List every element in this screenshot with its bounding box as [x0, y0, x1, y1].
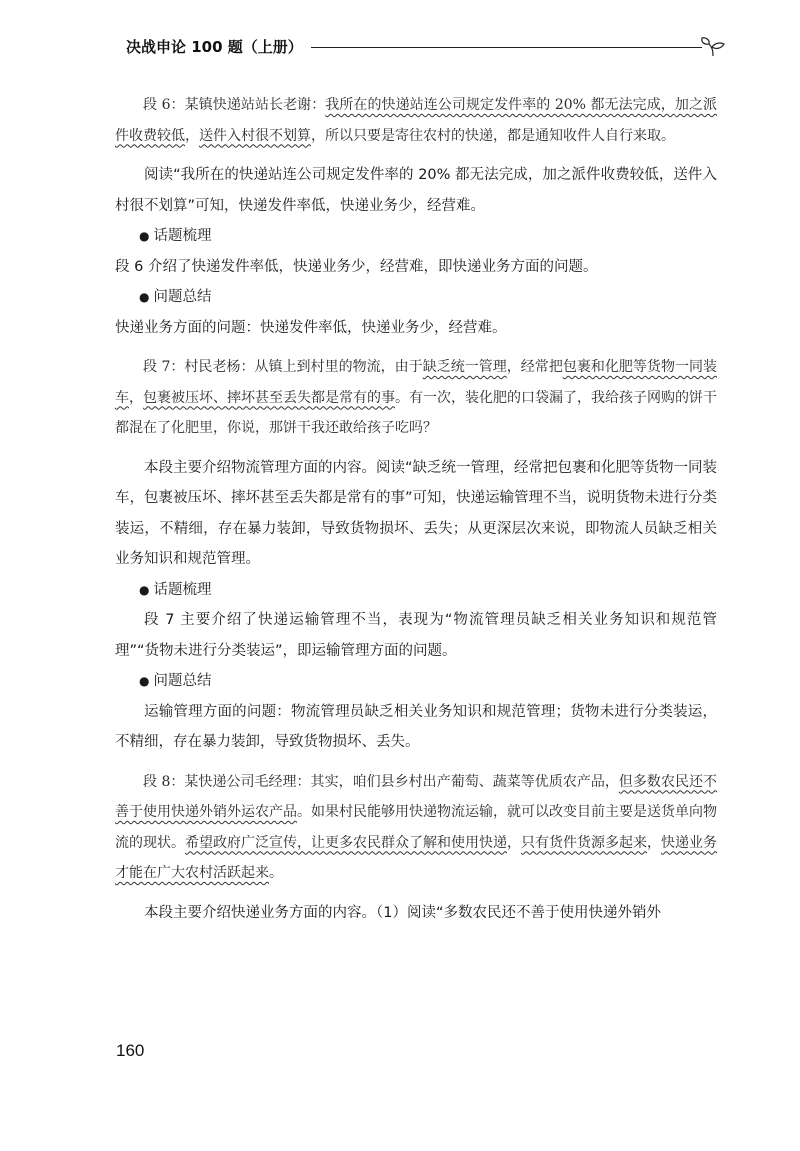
underlined-phrase: 加之派件收费较低 — [115, 97, 718, 144]
bullet-dot-icon: ● — [139, 674, 150, 688]
underlined-phrase: 缺乏统一管理 — [422, 359, 507, 375]
page-body — [115, 90, 717, 928]
page-number: 160 — [116, 1041, 145, 1060]
material-text: ， — [507, 834, 521, 851]
summary-text-7: 运输管理方面的问题：物流管理员缺乏相关业务知识和规范管理；货物未进行分类装运，不精细，存在暴力装卸，导致货物损坏、丢失。 — [115, 703, 717, 750]
material-paragraph-8 — [115, 767, 717, 889]
topic-label: 话题梳理 — [153, 228, 212, 244]
underlined-phrase: 但多数农民还不善于使用快递外销外运农产品 — [115, 773, 717, 820]
material-text: 。 — [269, 865, 283, 881]
summary-label: 问题总结 — [153, 673, 212, 689]
topic-text-6: 段 6 介绍了快递发件率低，快递业务少，经营难，即快递业务方面的问题。 — [115, 258, 598, 275]
material-text: 。如果村民能够用快递物流运输，就可以改变目前主要是送货单向物流的现状。 — [115, 804, 717, 851]
topic-heading-2 — [115, 575, 717, 606]
material-paragraph-6 — [115, 90, 717, 151]
material-text: ，所以只要是寄往农村的快递，都是通知收件人自行来取。 — [311, 127, 675, 144]
material-text: 。有一次，装化肥的口袋漏了，我给孩子网购的饼干都混在了化肥里，你说，那饼干我还敢给孩子吃吗？ — [115, 389, 717, 436]
underlined-phrase: 包裹和化肥等货物一同装车 — [115, 359, 717, 406]
header-rule — [311, 47, 702, 48]
material-text: ， — [185, 127, 199, 144]
running-header — [126, 34, 726, 58]
underlined-phrase: 包裹被压坏、摔坏甚至丢失都是常有的事 — [143, 389, 395, 406]
material-speaker: 段 7：村民老杨：从镇上到村里的物流，由于 — [143, 359, 423, 375]
topic-label: 话题梳理 — [153, 581, 212, 598]
underlined-phrase: 送件入村很不划算 — [199, 127, 311, 144]
bullet-dot-icon: ● — [139, 290, 150, 304]
underlined-phrase: 我所在的快递站连公司规定发件率的 20% 都无法完成， — [325, 97, 675, 113]
underlined-phrase: 快递业务才能在广大农村活跃起来 — [115, 834, 717, 881]
summary-text-6: 快递业务方面的问题：快递发件率低，快递业务少，经营难。 — [115, 319, 507, 336]
bullet-dot-icon: ● — [139, 582, 150, 597]
material-text: ， — [647, 834, 661, 851]
topic-heading-1 — [115, 221, 717, 252]
header-title: 决战申论 100 题（上册） — [126, 37, 303, 56]
analysis-paragraph-8: 本段主要介绍快递业务方面的内容。（1）阅读“多数农民还不善于使用快递外销外 — [144, 904, 661, 921]
sprout-leaf-icon — [700, 35, 726, 57]
underlined-phrase: 希望政府广泛宣传，让更多农民群众了解和使用快递 — [185, 834, 507, 851]
topic-text-7: 段 7 主要介绍了快递运输管理不当，表现为“物流管理员缺乏相关业务知识和规范管理”“货物未进行分类装运”，即运输管理方面的问题。 — [115, 612, 717, 659]
material-text: ，经常把 — [506, 359, 563, 375]
summary-heading-1 — [115, 282, 717, 313]
material-speaker: 段 8：某快递公司毛经理：其实，咱们县乡村出产葡萄、蔬菜等优质农产品， — [143, 773, 619, 790]
underlined-phrase: 只有货件货源多起来 — [521, 834, 647, 851]
analysis-paragraph-6: 阅读“我所在的快递站连公司规定发件率的 20% 都无法完成，加之派件收费较低，送件入村很不划算”可知，快递发件率低，快递业务少，经营难。 — [115, 167, 717, 214]
bullet-dot-icon: ● — [139, 229, 150, 243]
analysis-paragraph-7: 本段主要介绍物流管理方面的内容。阅读“缺乏统一管理，经常把包裹和化肥等货物一同装车，包裹被压坏、摔坏甚至丢失都是常有的事”可知，快递运输管理不当，说明货物未进行分类装运，不精细，存在暴力装卸，导致货物损坏、丢失；从更深层次来说，即物流人员缺乏相关业务知识和规范管理。 — [115, 459, 718, 567]
material-text: ， — [129, 389, 143, 406]
material-paragraph-7 — [115, 352, 717, 444]
summary-label: 问题总结 — [153, 289, 212, 305]
material-speaker: 段 6：某镇快递站站长老谢： — [143, 97, 326, 113]
summary-heading-2 — [115, 666, 717, 697]
